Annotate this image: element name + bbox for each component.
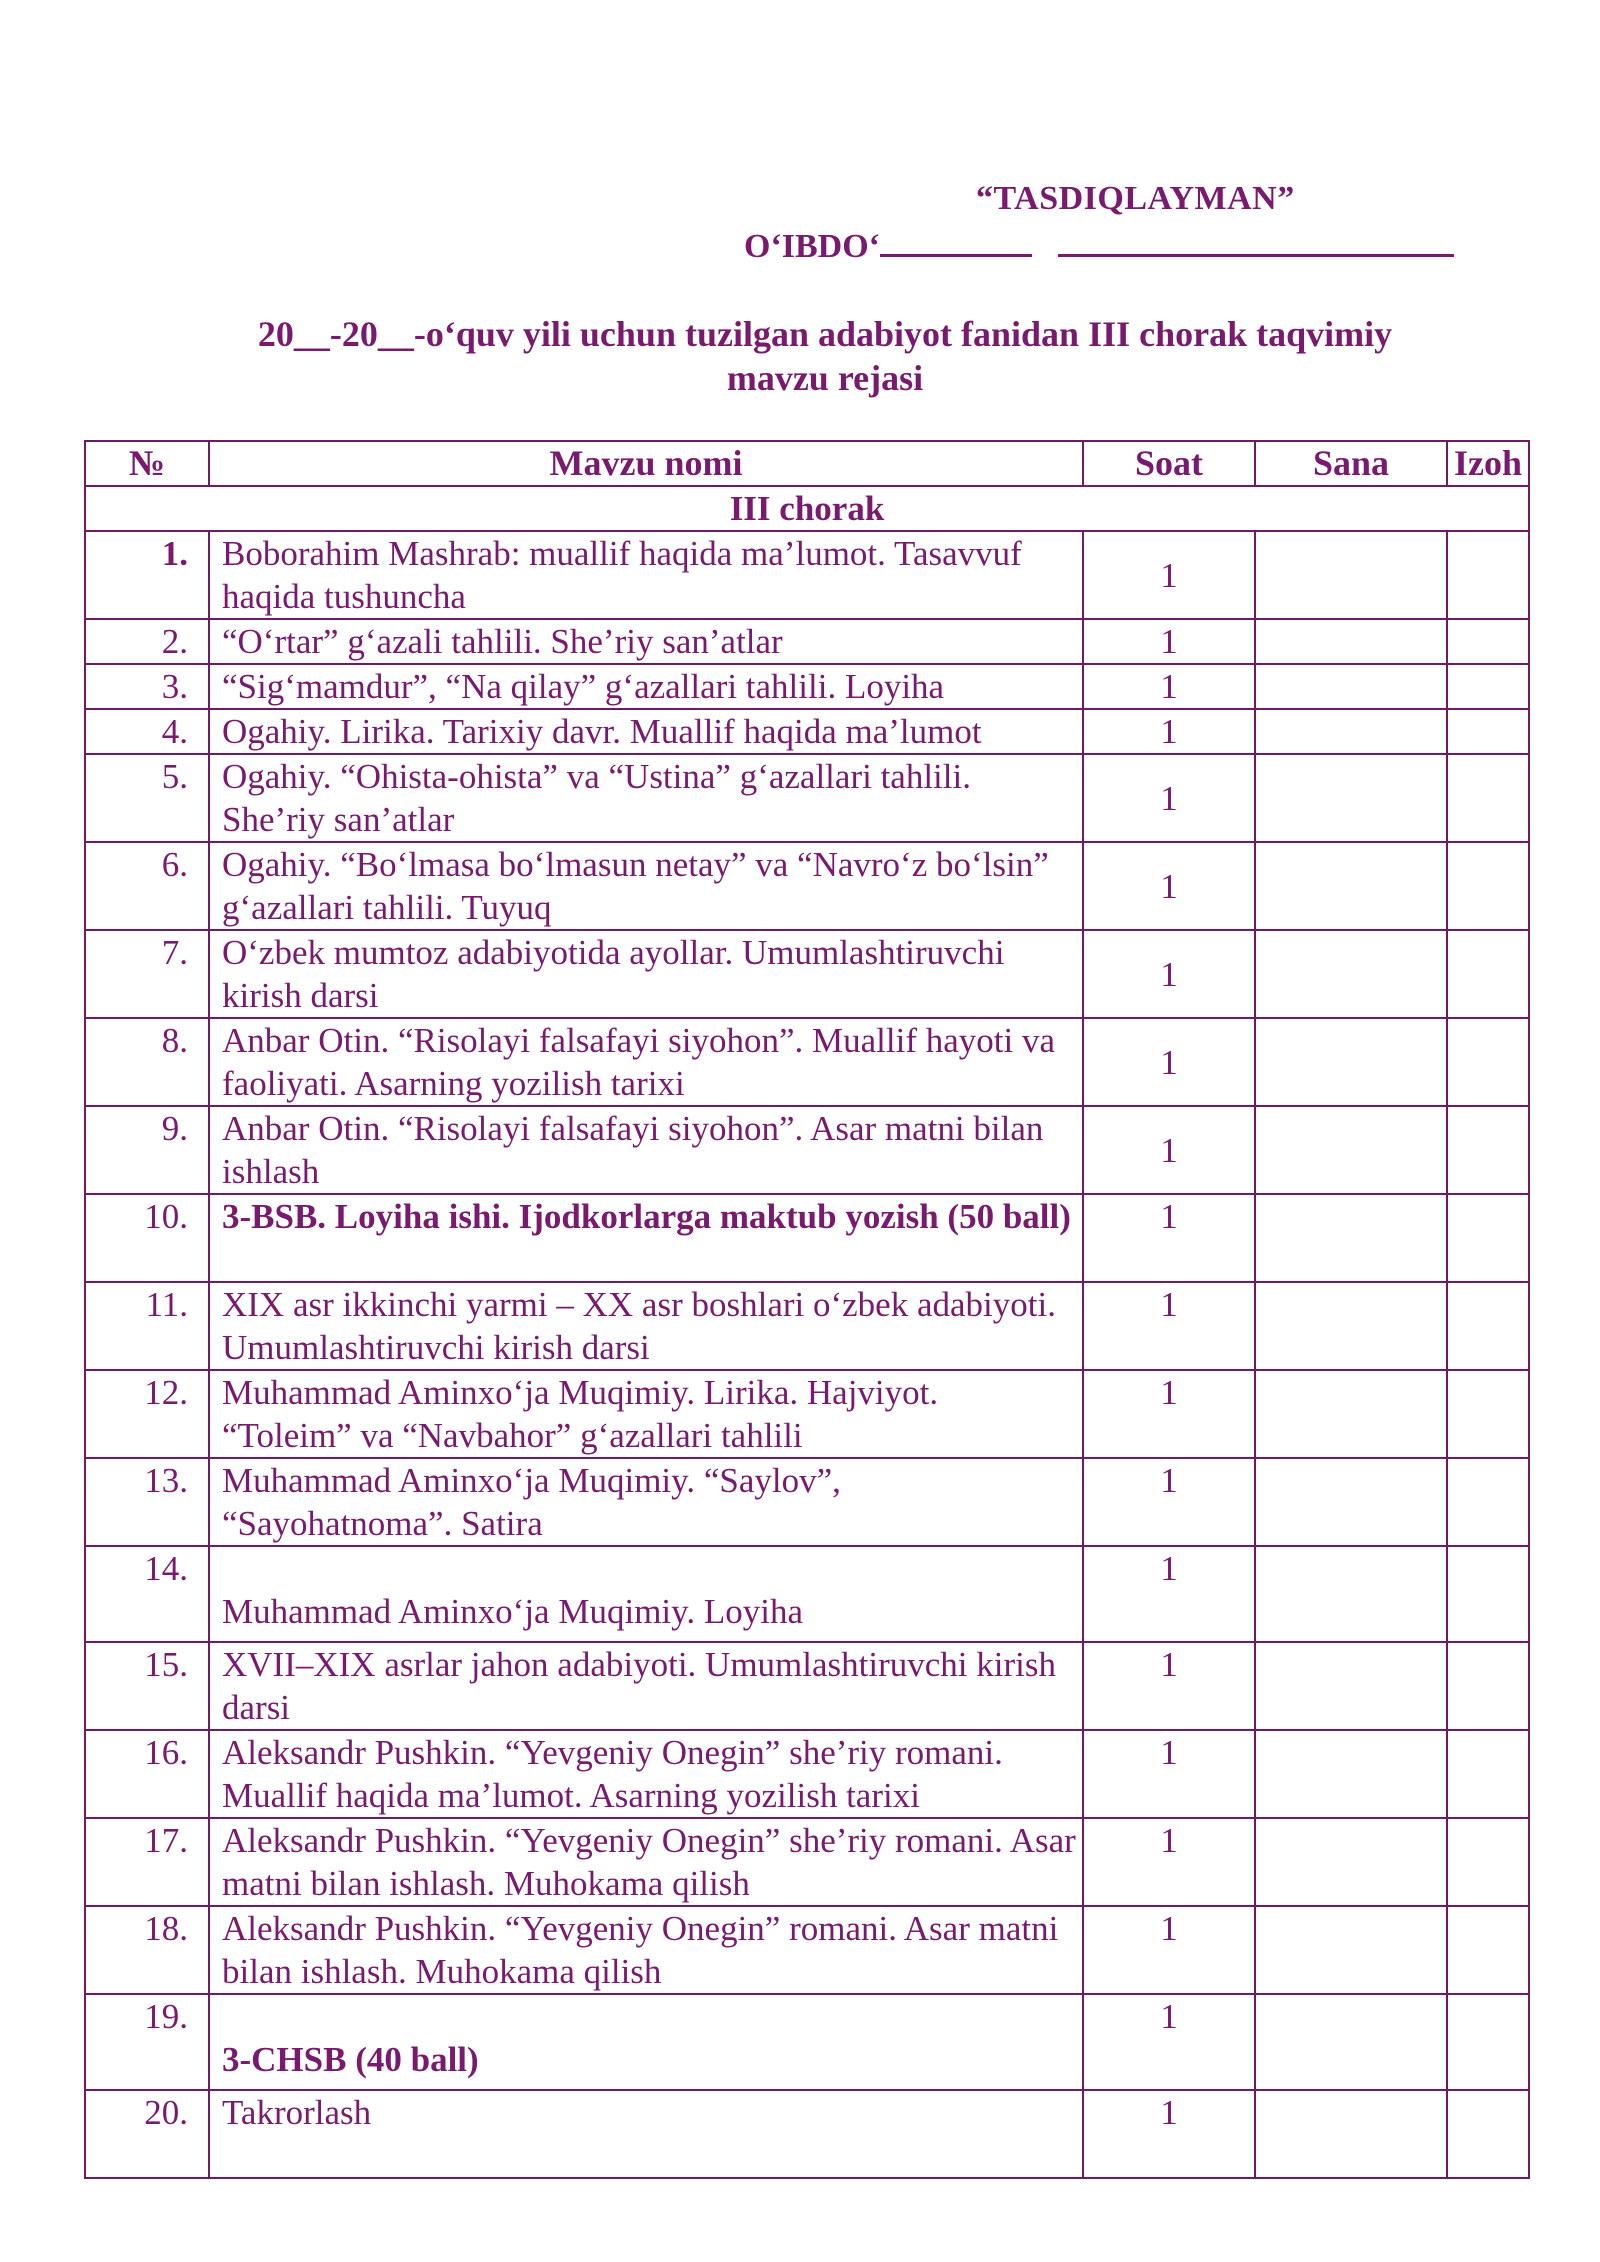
row-note bbox=[1447, 1906, 1529, 1994]
row-topic: XVII–XIX asrlar jahon adabiyoti. Umumlashtiruvchi kirish darsi bbox=[209, 1642, 1083, 1730]
row-hours: 1 bbox=[1083, 2090, 1255, 2178]
table-row bbox=[85, 1018, 1529, 1106]
row-topic: Takrorlash bbox=[209, 2090, 1083, 2178]
table-row bbox=[85, 1994, 1529, 2090]
row-number: 8. bbox=[85, 1018, 209, 1106]
row-date bbox=[1255, 1018, 1447, 1106]
table-row bbox=[85, 2090, 1529, 2178]
row-number: 3. bbox=[85, 664, 209, 709]
row-number: 18. bbox=[85, 1906, 209, 1994]
row-topic: XIX asr ikkinchi yarmi – XX asr boshlari o‘zbek adabiyoti. Umumlashtiruvchi kirish darsi bbox=[209, 1282, 1083, 1370]
row-number: 12. bbox=[85, 1370, 209, 1458]
row-note bbox=[1447, 754, 1529, 842]
header-topic: Mavzu nomi bbox=[209, 441, 1083, 486]
row-topic: Anbar Otin. “Risolayi falsafayi siyohon”. Asar matni bilan ishlash bbox=[209, 1106, 1083, 1194]
row-topic: Ogahiy. “Bo‘lmasa bo‘lmasun netay” va “Navro‘z bo‘lsin” g‘azallari tahlili. Tuyuq bbox=[209, 842, 1083, 930]
table-row bbox=[85, 619, 1529, 664]
row-number: 16. bbox=[85, 1730, 209, 1818]
row-note bbox=[1447, 531, 1529, 619]
table-row bbox=[85, 709, 1529, 754]
table-row bbox=[85, 531, 1529, 619]
row-note bbox=[1447, 930, 1529, 1018]
row-date bbox=[1255, 1818, 1447, 1906]
row-number: 19. bbox=[85, 1994, 209, 2090]
row-note bbox=[1447, 1370, 1529, 1458]
approval-blank-long bbox=[1058, 224, 1454, 257]
row-hours: 1 bbox=[1083, 709, 1255, 754]
row-hours: 1 bbox=[1083, 1906, 1255, 1994]
row-number: 10. bbox=[85, 1194, 209, 1282]
row-date bbox=[1255, 1642, 1447, 1730]
table-row bbox=[85, 842, 1529, 930]
row-note bbox=[1447, 1018, 1529, 1106]
row-hours: 1 bbox=[1083, 1546, 1255, 1642]
row-number: 4. bbox=[85, 709, 209, 754]
table-row bbox=[85, 1906, 1529, 1994]
row-hours: 1 bbox=[1083, 619, 1255, 664]
row-number: 7. bbox=[85, 930, 209, 1018]
row-hours: 1 bbox=[1083, 664, 1255, 709]
header-hours: Soat bbox=[1083, 441, 1255, 486]
row-date bbox=[1255, 1282, 1447, 1370]
row-number: 20. bbox=[85, 2090, 209, 2178]
row-note bbox=[1447, 1194, 1529, 1282]
row-hours: 1 bbox=[1083, 842, 1255, 930]
table-row bbox=[85, 1730, 1529, 1818]
row-number: 2. bbox=[85, 619, 209, 664]
approval-org-line bbox=[744, 224, 1454, 266]
row-topic: Muhammad Aminxo‘ja Muqimiy. Lirika. Hajviyot. “Toleim” va “Navbahor” g‘azallari tahlili bbox=[209, 1370, 1083, 1458]
row-topic: Ogahiy. “Ohista-ohista” va “Ustina” g‘azallari tahlili. She’riy san’atlar bbox=[209, 754, 1083, 842]
approval-org-label: O‘IBDO‘ bbox=[744, 228, 880, 265]
row-topic: 3-BSB. Loyiha ishi. Ijodkorlarga maktub yozish (50 ball) bbox=[209, 1194, 1083, 1282]
table-row bbox=[85, 930, 1529, 1018]
header-number: № bbox=[85, 441, 209, 486]
table-row bbox=[85, 1818, 1529, 1906]
row-topic: 3-CHSB (40 ball) bbox=[209, 1994, 1083, 2090]
row-hours: 1 bbox=[1083, 531, 1255, 619]
table-header-row bbox=[85, 441, 1529, 486]
table-row bbox=[85, 1194, 1529, 1282]
row-topic: O‘zbek mumtoz adabiyotida ayollar. Umumlashtiruvchi kirish darsi bbox=[209, 930, 1083, 1018]
row-hours: 1 bbox=[1083, 1194, 1255, 1282]
row-number: 14. bbox=[85, 1546, 209, 1642]
row-number: 5. bbox=[85, 754, 209, 842]
row-hours: 1 bbox=[1083, 1458, 1255, 1546]
row-note bbox=[1447, 1818, 1529, 1906]
row-note bbox=[1447, 1458, 1529, 1546]
row-hours: 1 bbox=[1083, 1730, 1255, 1818]
row-topic: Aleksandr Pushkin. “Yevgeniy Onegin” she’riy romani. Asar matni bilan ishlash. Muhokama qilish bbox=[209, 1818, 1083, 1906]
row-topic: Aleksandr Pushkin. “Yevgeniy Onegin” she’riy romani. Muallif haqida ma’lumot. Asarning yozilish tarixi bbox=[209, 1730, 1083, 1818]
row-hours: 1 bbox=[1083, 1282, 1255, 1370]
row-note bbox=[1447, 1994, 1529, 2090]
row-date bbox=[1255, 1994, 1447, 2090]
approval-blank-short bbox=[880, 224, 1032, 257]
heading-line-1: 20__-20__-o‘quv yili uchun tuzilgan adabiyot fanidan III chorak taqvimiy bbox=[257, 314, 1393, 354]
row-date bbox=[1255, 1906, 1447, 1994]
row-topic: Anbar Otin. “Risolayi falsafayi siyohon”. Muallif hayoti va faoliyati. Asarning yozilish tarixi bbox=[209, 1018, 1083, 1106]
row-note bbox=[1447, 1106, 1529, 1194]
row-number: 15. bbox=[85, 1642, 209, 1730]
table-row bbox=[85, 1282, 1529, 1370]
row-note bbox=[1447, 842, 1529, 930]
header-note: Izoh bbox=[1447, 441, 1529, 486]
row-topic: Boborahim Mashrab: muallif haqida ma’lumot. Tasavvuf haqida tushuncha bbox=[209, 531, 1083, 619]
row-hours: 1 bbox=[1083, 754, 1255, 842]
row-date bbox=[1255, 531, 1447, 619]
document-heading bbox=[160, 312, 1490, 400]
row-date bbox=[1255, 754, 1447, 842]
table-row bbox=[85, 1370, 1529, 1458]
header-date: Sana bbox=[1255, 441, 1447, 486]
row-number: 11. bbox=[85, 1282, 209, 1370]
row-note bbox=[1447, 709, 1529, 754]
row-number: 9. bbox=[85, 1106, 209, 1194]
row-note bbox=[1447, 1546, 1529, 1642]
table-row bbox=[85, 1546, 1529, 1642]
row-topic: “O‘rtar” g‘azali tahlili. She’riy san’atlar bbox=[209, 619, 1083, 664]
row-hours: 1 bbox=[1083, 1642, 1255, 1730]
row-note bbox=[1447, 1642, 1529, 1730]
row-date bbox=[1255, 1730, 1447, 1818]
row-date bbox=[1255, 1546, 1447, 1642]
row-date bbox=[1255, 664, 1447, 709]
row-note bbox=[1447, 2090, 1529, 2178]
section-row bbox=[85, 486, 1529, 531]
row-hours: 1 bbox=[1083, 1106, 1255, 1194]
row-hours: 1 bbox=[1083, 1994, 1255, 2090]
table-row bbox=[85, 754, 1529, 842]
row-date bbox=[1255, 619, 1447, 664]
approval-title: “TASDIQLAYMAN” bbox=[976, 180, 1295, 217]
row-topic: Muhammad Aminxo‘ja Muqimiy. “Saylov”, “Sayohatnoma”. Satira bbox=[209, 1458, 1083, 1546]
table-row bbox=[85, 1642, 1529, 1730]
row-number: 17. bbox=[85, 1818, 209, 1906]
table-row bbox=[85, 1458, 1529, 1546]
row-topic: “Sig‘mamdur”, “Na qilay” g‘azallari tahlili. Loyiha bbox=[209, 664, 1083, 709]
heading-line-2: mavzu rejasi bbox=[726, 358, 924, 398]
row-topic: Ogahiy. Lirika. Tarixiy davr. Muallif haqida ma’lumot bbox=[209, 709, 1083, 754]
row-hours: 1 bbox=[1083, 1818, 1255, 1906]
row-date bbox=[1255, 709, 1447, 754]
row-date bbox=[1255, 1458, 1447, 1546]
row-number: 13. bbox=[85, 1458, 209, 1546]
row-note bbox=[1447, 619, 1529, 664]
table-row bbox=[85, 1106, 1529, 1194]
row-hours: 1 bbox=[1083, 1370, 1255, 1458]
row-number: 6. bbox=[85, 842, 209, 930]
section-title: III chorak bbox=[85, 486, 1529, 531]
row-date bbox=[1255, 842, 1447, 930]
row-note bbox=[1447, 1282, 1529, 1370]
row-date bbox=[1255, 2090, 1447, 2178]
row-number: 1. bbox=[85, 531, 209, 619]
row-note bbox=[1447, 1730, 1529, 1818]
row-topic: Aleksandr Pushkin. “Yevgeniy Onegin” romani. Asar matni bilan ishlash. Muhokama qilish bbox=[209, 1906, 1083, 1994]
lesson-plan-table bbox=[84, 440, 1530, 2179]
row-date bbox=[1255, 1106, 1447, 1194]
row-date bbox=[1255, 1370, 1447, 1458]
row-note bbox=[1447, 664, 1529, 709]
row-date bbox=[1255, 1194, 1447, 1282]
table-row bbox=[85, 664, 1529, 709]
row-date bbox=[1255, 930, 1447, 1018]
row-topic: Muhammad Aminxo‘ja Muqimiy. Loyiha bbox=[209, 1546, 1083, 1642]
row-hours: 1 bbox=[1083, 1018, 1255, 1106]
row-hours: 1 bbox=[1083, 930, 1255, 1018]
